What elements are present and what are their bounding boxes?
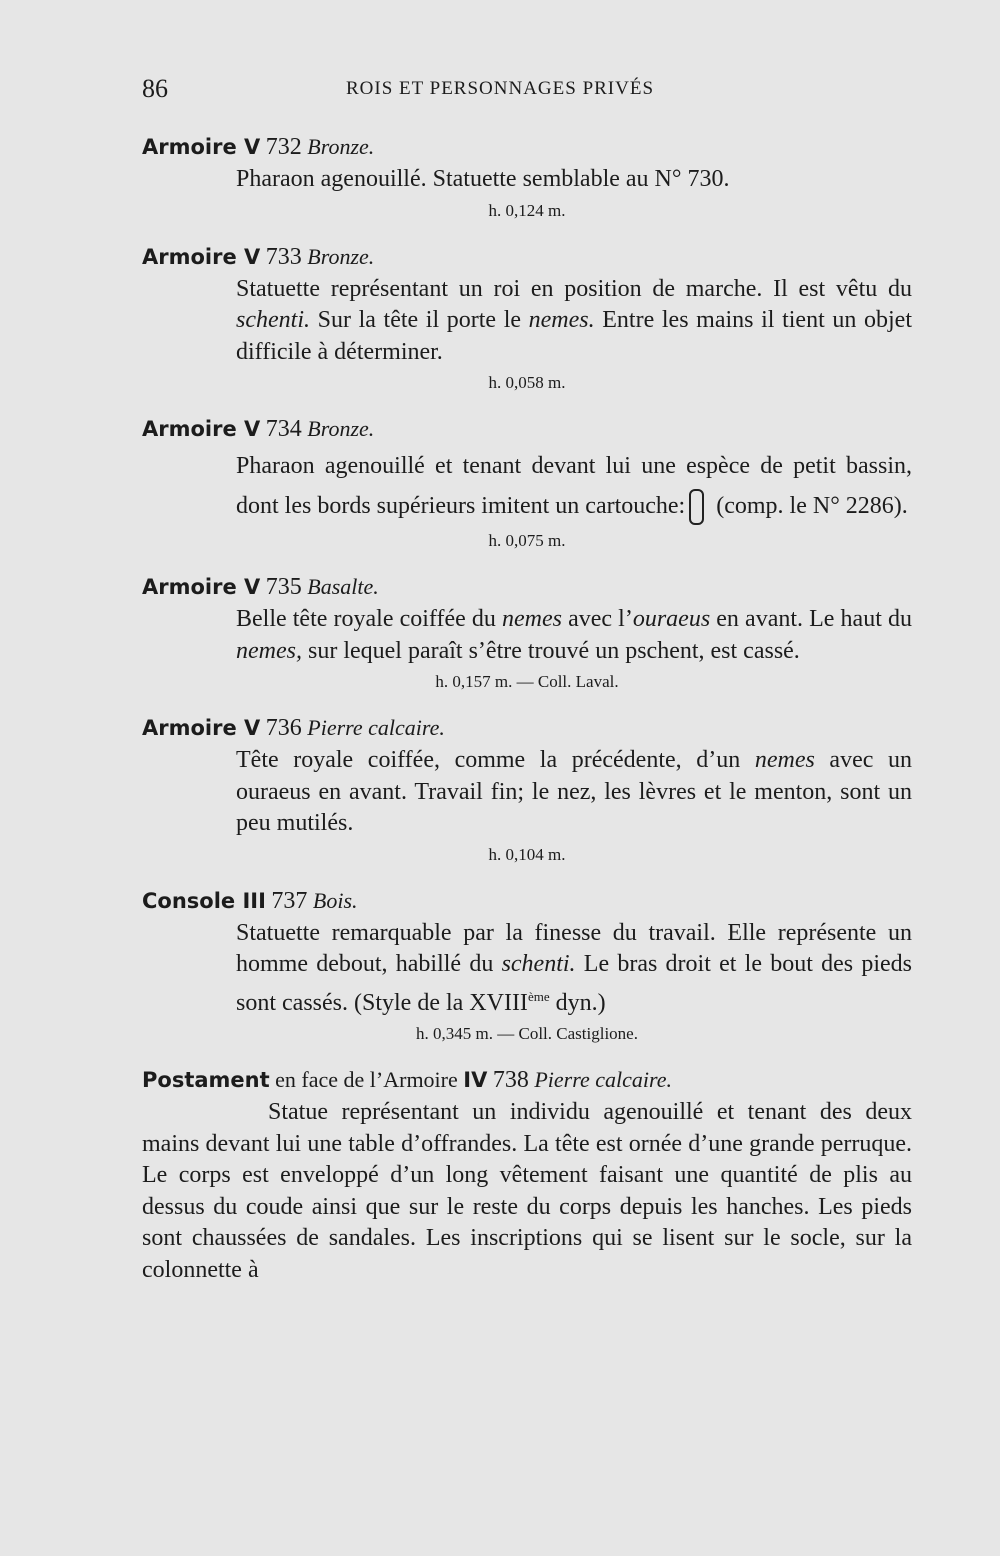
italic-term: schenti.	[236, 307, 310, 333]
dimensions: h. 0,124 m.	[488, 200, 566, 220]
description-text	[236, 274, 912, 369]
running-title: ROIS ET PERSONNAGES PRIVÉS	[345, 78, 655, 99]
description-text: Pharaon agenouillé. Statuette semblable au N° 730.	[236, 166, 730, 192]
text-run: Pharaon agenouillé et tenant devant lui une espèce de petit bassin, dont les bords supérieurs imitent un cartouche:	[236, 453, 912, 519]
dimensions: h. 0,075 m.	[488, 531, 566, 550]
text-run: dyn.)	[549, 989, 606, 1016]
text-run: Sur la tête il porte le	[309, 307, 529, 333]
item-number: 736	[265, 715, 302, 741]
description-text	[236, 604, 912, 667]
location: Armoire V	[142, 417, 261, 441]
material: Basalte.	[307, 574, 379, 599]
italic-term: nemes.	[528, 307, 595, 333]
description-text: Statue représentant un individu agenouillé et tenant des deux mains devant lui une table d’offrandes. La tête est ornée d’une grande perruque. Le corps est enveloppé d’un long vêtement faisant une quantité de plis au dessus du coude ainsi que sur le reste du corps depuis les hanches. Les pieds sont chaussées de sandales. Les inscriptions qui se lisent sur le socle, sur la colonnette à	[142, 1099, 912, 1283]
item-number: 734	[265, 416, 302, 442]
entry-732	[142, 130, 912, 226]
location-detail: en face de l’Armoire	[269, 1067, 464, 1092]
text-run: Tête royale coiffée, comme la précédente, d’un	[236, 747, 755, 773]
location: Console III	[142, 888, 266, 913]
entry-heading	[142, 130, 912, 164]
item-number: 737	[271, 887, 308, 914]
text-run: Statuette représentant un roi en position de marche. Il est vêtu du	[236, 275, 912, 302]
dimensions: h. 0,345 m. — Coll. Castiglione.	[416, 1024, 638, 1043]
dimensions: h. 0,058 m.	[488, 373, 566, 392]
item-number: 733	[265, 243, 302, 270]
entry-heading	[142, 570, 912, 604]
entry-heading	[142, 711, 912, 745]
description-text	[236, 918, 912, 1020]
location: Armoire V	[142, 244, 261, 269]
description-text	[236, 446, 912, 526]
italic-term: nemes	[754, 747, 815, 773]
italic-term: nemes	[502, 606, 562, 632]
entry-description	[236, 274, 912, 399]
entry-733	[142, 240, 912, 399]
entry-738	[142, 1063, 912, 1286]
entry-heading	[142, 884, 912, 918]
location: Postament	[142, 1068, 270, 1092]
text-run: en avant. Le haut du	[710, 606, 912, 632]
text-run: Entre les mains il tient un objet difficile à déterminer.	[236, 307, 912, 365]
entry-735	[142, 570, 912, 697]
material: Pierre calcaire.	[307, 715, 445, 740]
material: Bronze.	[307, 416, 375, 441]
text-run: (comp. le N° 2286).	[716, 493, 908, 519]
page-number: 86	[142, 74, 168, 103]
entry-description	[236, 918, 912, 1050]
location: Armoire V	[142, 716, 261, 740]
catalogue-entries	[142, 130, 912, 1300]
entry-description	[236, 446, 912, 556]
description-text	[236, 745, 912, 840]
dimensions: h. 0,157 m. — Coll. Laval.	[435, 672, 619, 691]
material: Pierre calcaire.	[534, 1067, 672, 1092]
entry-description	[236, 604, 912, 697]
entry-description	[236, 164, 912, 226]
material: Bois.	[312, 887, 358, 913]
superscript: ème	[527, 988, 550, 1004]
material: Bronze.	[307, 243, 375, 269]
dimensions: h. 0,104 m.	[488, 844, 566, 864]
entry-heading	[142, 240, 912, 274]
material: Bronze.	[307, 134, 375, 159]
text-run: Belle tête royale coiffée du	[236, 606, 502, 632]
item-number: 735	[265, 574, 302, 600]
entry-description	[142, 1097, 912, 1286]
entry-heading	[142, 1063, 912, 1097]
page-header	[0, 74, 1000, 104]
item-number: 738	[492, 1067, 529, 1093]
entry-736	[142, 711, 912, 870]
text-run: avec l’	[561, 606, 633, 632]
item-number: 732	[265, 134, 302, 160]
italic-term: nemes,	[236, 637, 302, 664]
italic-term: ouraeus	[632, 606, 711, 632]
cartouche-icon	[689, 489, 704, 525]
text-run: sur lequel paraît s’être trouvé un pschent, est cassé.	[301, 637, 800, 664]
entry-heading	[142, 412, 912, 446]
text-run: Statuette remarquable par la finesse du travail. Elle représente un homme debout, habillé du	[236, 919, 912, 977]
entry-734	[142, 412, 912, 556]
entry-description	[236, 745, 912, 870]
text-run: avec un ouraeus en avant. Travail fin; le nez, les lèvres et le menton, sont un peu mutilés.	[236, 747, 912, 836]
location: IV	[463, 1068, 488, 1092]
location: Armoire V	[142, 575, 261, 599]
location: Armoire V	[142, 135, 261, 159]
text-run: Le bras droit et le bout des pieds sont cassés. (Style de la XVIII	[236, 951, 912, 1016]
entry-737	[142, 884, 912, 1050]
italic-term: schenti.	[501, 951, 576, 977]
